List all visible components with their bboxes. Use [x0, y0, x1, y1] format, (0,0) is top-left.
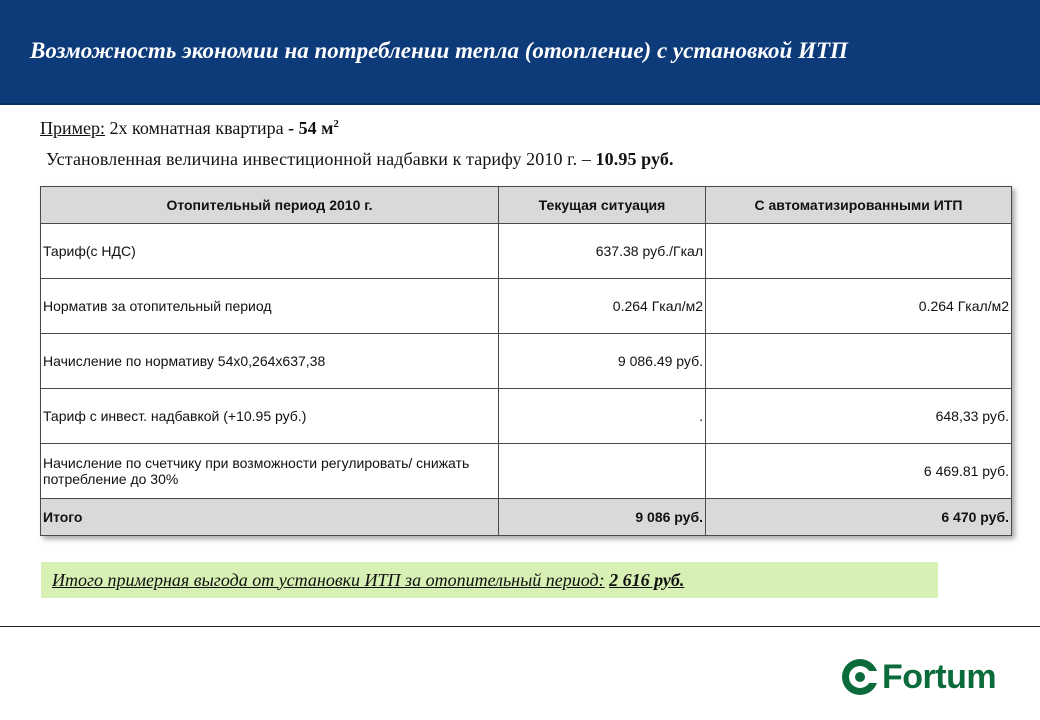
row-current-value [499, 444, 706, 499]
row-label: Начисление по нормативу 54х0,264х637,38 [41, 334, 499, 389]
footer-divider [0, 626, 1040, 627]
page-title: Возможность экономии на потреблении тепла (отопление) с установкой ИТП [30, 38, 848, 63]
row-label: Тариф(с НДС) [41, 224, 499, 279]
example-line [40, 118, 339, 139]
row-label: Норматив за отопительный период [41, 279, 499, 334]
total-itp-value: 6 470 руб. [706, 499, 1012, 536]
table-row [41, 444, 1012, 499]
row-itp-value: 648,33 руб. [706, 389, 1012, 444]
investment-line [46, 149, 674, 170]
example-area: - 54 $м^2$ [288, 118, 339, 138]
table-row [41, 334, 1012, 389]
header-cell-itp: С автоматизированными ИТП [706, 187, 1012, 224]
header-bar [0, 0, 1040, 105]
investment-text: Установленная величина инвестиционной надбавки к тарифу 2010 г. – [46, 149, 591, 169]
header-cell-current: Текущая ситуация [499, 187, 706, 224]
table-row [41, 389, 1012, 444]
row-current-value: 637.38 руб./Гкал [499, 224, 706, 279]
row-current-value: 9 086.49 руб. [499, 334, 706, 389]
row-current-value: 0.264 Гкал/м2 [499, 279, 706, 334]
benefit-text: Итого примерная выгода от установки ИТП за отопительный период: [52, 569, 605, 590]
table-row [41, 224, 1012, 279]
row-label: Начисление по счетчику при возможности регулировать/ снижать потребление до 30% [41, 444, 499, 499]
table-total-row [41, 499, 1012, 536]
benefit-summary [41, 562, 938, 598]
table-header-row [41, 187, 1012, 224]
row-itp-value: 6 469.81 руб. [706, 444, 1012, 499]
table-row [41, 279, 1012, 334]
row-current-value: . [499, 389, 706, 444]
header-cell-period: Отопительный период 2010 г. [41, 187, 499, 224]
row-label: Тариф с инвест. надбавкой (+10.95 руб.) [41, 389, 499, 444]
total-label: Итого [41, 499, 499, 536]
benefit-amount: 2 616 руб. [609, 569, 685, 590]
row-itp-value: 0.264 Гкал/м2 [706, 279, 1012, 334]
row-itp-value [706, 224, 1012, 279]
example-label: Пример: [40, 118, 106, 138]
fortum-logo-icon [840, 657, 880, 697]
heating-comparison-table [40, 186, 1012, 536]
investment-amount: 10.95 руб. [595, 149, 674, 169]
fortum-logo [840, 654, 996, 700]
total-current-value: 9 086 руб. [499, 499, 706, 536]
example-description: 2х комнатная квартира [109, 118, 284, 138]
logo-text: Fortum [882, 657, 997, 696]
row-itp-value [706, 334, 1012, 389]
